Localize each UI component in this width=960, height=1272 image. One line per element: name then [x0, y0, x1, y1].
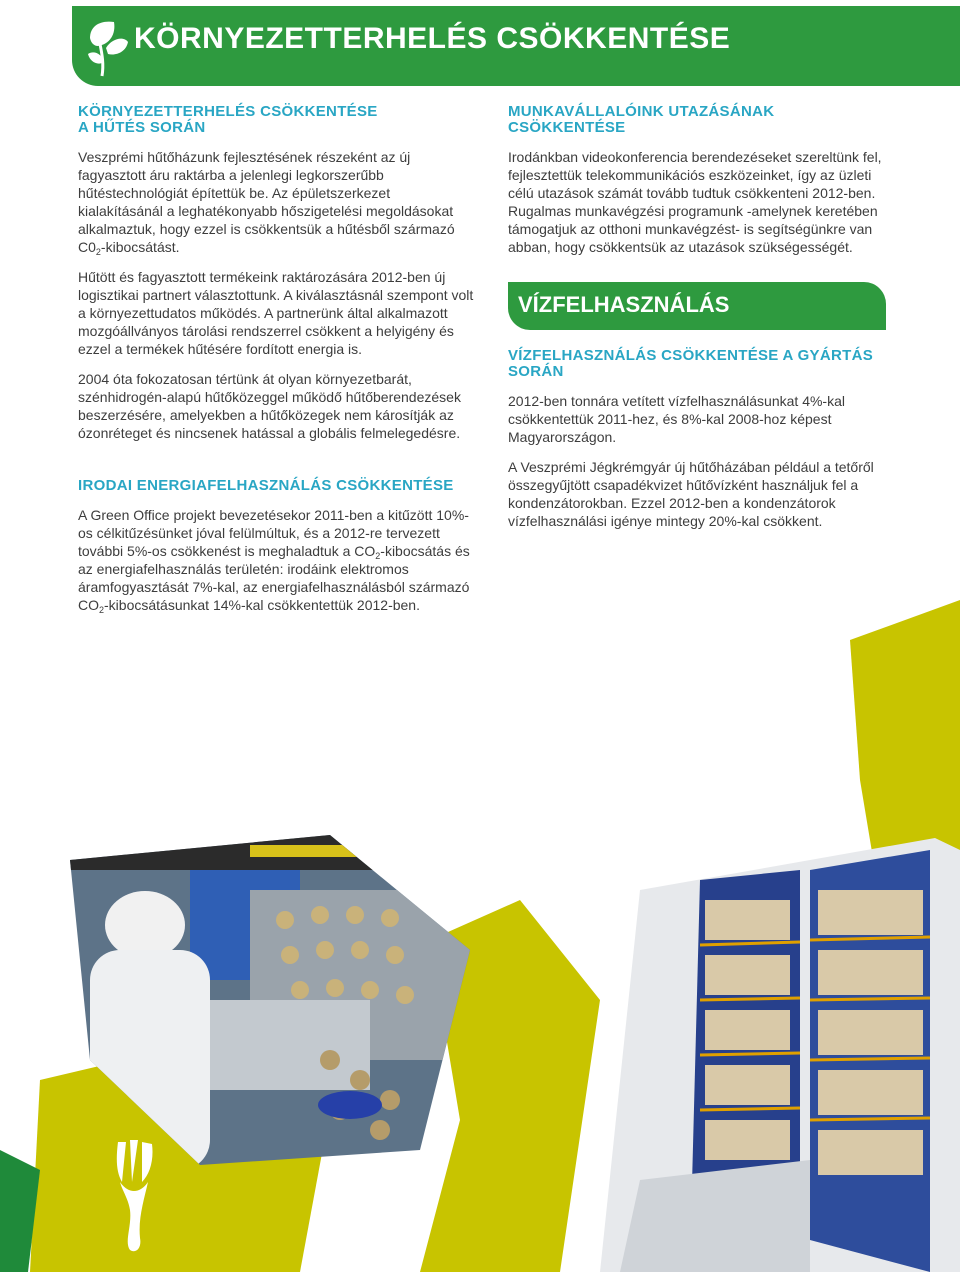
co2-subscript: 2 [375, 551, 381, 561]
office-heading: IRODAI ENERGIAFELHASZNÁLÁS CSÖKKENTÉSE [78, 477, 454, 494]
travel-heading: MUNKAVÁLLALÓINK UTAZÁSÁNAK CSÖKKENTÉSE [508, 103, 775, 136]
left-column [78, 104, 478, 626]
water-paragraph-2: A Veszprémi Jégkrémgyár új hűtőházában például a tetőről összegyűjtött csapadékvizet hűtővízként használjuk fel a kondenzátorokban. Ezzel 2012-ben a kondenzátorok vízfelhasználási igénye mintegy 20%-kal csökkent. [508, 459, 874, 529]
cooling-heading-line1: KÖRNYEZETTERHELÉS CSÖKKENTÉSE [78, 103, 378, 120]
cooling-paragraph-2: Hűtött és fagyasztott termékeink raktározására 2012-ben új logisztikai partnert választottunk. A kiválasztásnál szempont volt a környezettudatos működés. A partnerünk által alkalmazott mozgóállványos tárolási rendszerrel csökkent a helyigény és ezzel a termékek hűtésére fordított energia is. [78, 269, 474, 357]
cooling-paragraph-3: 2004 óta fokozatosan tértünk át olyan környezetbarát, szénhidrogén-alapú hűtőközeggel működő hűtőberendezések beszerzésére, amelyekben a hűtőközegek nem károsítják az ózonréteget és nincsenek hatással a globális felmelegedésre. [78, 371, 461, 441]
warehouse-racks-photo [590, 830, 960, 1272]
office-paragraph [78, 506, 478, 614]
water-heading [508, 348, 888, 380]
cooling-heading [78, 104, 478, 136]
office-p-text-a: A Green Office projekt bevezetésekor 2011-ben a kitűzött 10%-os célkitűzésünket jóval felülmúltuk, és a 2012-re tervezett további 5%-os csökkenést is meghaladtuk a CO [78, 507, 469, 559]
water-banner-title: VÍZFELHASZNÁLÁS [518, 292, 730, 317]
water-heading-line1: VÍZFELHASZNÁLÁS CSÖKKENTÉSE A GYÁRTÁS [508, 347, 874, 364]
header-banner [72, 6, 960, 86]
water-banner [508, 282, 886, 330]
cooling-p1-text: Veszprémi hűtőházunk fejlesztésének részeként az új fagyasztott áru raktárba a jelenlegi legkorszerűbb hűtéstechnológiát építettük be. Az épületszerkezet kialakításánál a leghatékonyabb hőszigetelési megoldásokat alkalmaztuk, hogy ezzel is csökkentsük a hűtésből származó C0 [78, 149, 455, 255]
cooling-paragraph-1 [78, 148, 478, 256]
fork-leaf-logo-icon [112, 1138, 160, 1256]
co2-subscript: 2 [95, 247, 101, 257]
water-heading-line2: SORÁN [508, 363, 564, 380]
cooling-p1-end: -kibocsátást. [100, 239, 180, 255]
travel-paragraph: Irodánkban videokonferencia berendezéseket szereltünk fel, fejlesztettük telekommunikációs eszközeinket, így az üzleti célú utazások számát tovább tudtuk csökkenteni 2012-ben. Rugalmas munkavégzési programunk -amelynek keretében támogatjuk az otthoni munkavégzést- is segítségünkre van abban, hogy csökkentsük az utazások szükségességét. [508, 149, 882, 255]
co2-subscript: 2 [99, 605, 105, 615]
office-p-text-c: -kibocsátásunkat 14%-kal csökkentettük 2012-ben. [104, 597, 420, 613]
leaf-icon [84, 18, 130, 78]
page-title: KÖRNYEZETTERHELÉS CSÖKKENTÉSE [134, 22, 731, 55]
office-p-text-b: -kibocsátás és az energiafelhasználás területén: irodáink elektromos áramfogyasztását 7%-kal, az energiafelhasználásból származó CO [78, 543, 470, 613]
right-column [508, 104, 888, 542]
water-paragraph-1: 2012-ben tonnára vetített vízfelhasználásunkat 4%-kal csökkentettük 2011-hez, és 8%-kal 2008-hoz képest Magyarországon. [508, 393, 845, 445]
cooling-heading-line2: A HŰTÉS SORÁN [78, 119, 206, 136]
